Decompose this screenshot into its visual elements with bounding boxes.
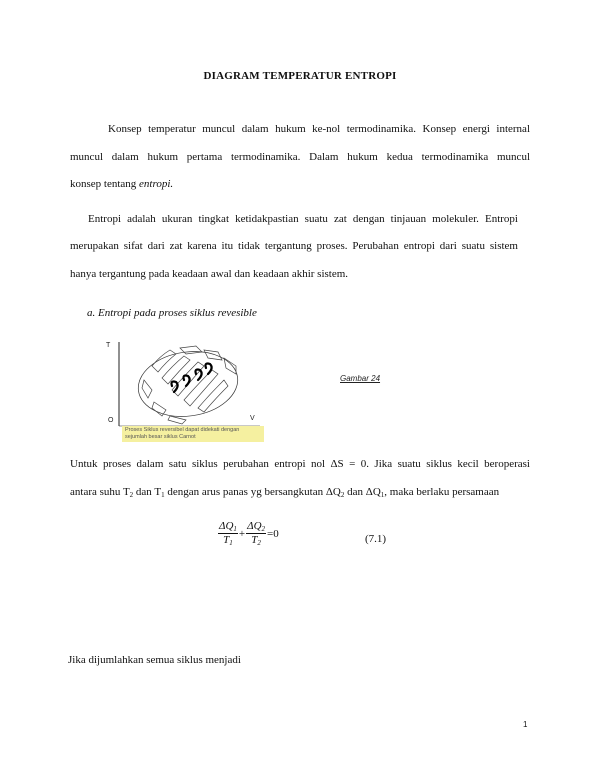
- figure-label: Gambar 24: [340, 374, 381, 383]
- fraction-1-denominator: [218, 534, 238, 547]
- fraction-1: [218, 520, 238, 547]
- subscript: 2: [129, 491, 134, 499]
- paragraph-2-line-2: merupakan sifat dari zat karena itu tidak tergantung proses. Perubahan entropi dari suatu sistem: [70, 240, 518, 252]
- paragraph-1-line-3: [70, 178, 530, 190]
- figure-caption: Proses Siklus reversibel dapat didekati dengan sejumlah besar siklus Carnot: [122, 426, 264, 442]
- fraction-2-denominator: [246, 534, 266, 547]
- subscript: 1: [233, 525, 237, 533]
- axis-label-v: V: [250, 415, 255, 422]
- paragraph-4: Jika dijumlahkan semua siklus menjadi: [68, 654, 241, 666]
- paragraph-2-line-3: hanya tergantung pada keadaan awal dan keadaan akhir sistem.: [70, 268, 349, 280]
- fraction-1-numerator: [218, 520, 238, 534]
- subscript: 2: [257, 539, 261, 547]
- fraction-2-numerator: [246, 520, 266, 534]
- equation-7-1: [218, 520, 280, 547]
- plus-sign: +: [238, 527, 246, 540]
- axis-label-o: O: [108, 417, 114, 424]
- axis-label-t: T: [106, 342, 111, 349]
- temperature: T: [223, 534, 230, 546]
- paragraph-3-line-2: [70, 486, 530, 499]
- temperature: T: [251, 534, 258, 546]
- page-title: DIAGRAM TEMPERATUR ENTROPI: [203, 70, 397, 82]
- equation-number: (7.1): [365, 533, 387, 545]
- paragraph-1-line-2: muncul dalam hukum pertama termodinamika. Dalam hukum kedua termodinamika muncul: [70, 151, 530, 163]
- entropi-term: entropi.: [139, 178, 174, 190]
- fraction-2: [246, 520, 266, 547]
- equals-zero: =0: [267, 527, 279, 540]
- delta-q: ΔQ: [247, 520, 262, 532]
- text-span: dengan arus panas yg bersangkutan ΔQ: [164, 486, 341, 498]
- subscript: 2: [261, 525, 266, 533]
- subscript: 2: [340, 491, 345, 499]
- subscript: 1: [229, 539, 233, 547]
- text-span: dan ΔQ: [344, 486, 381, 498]
- subscript: 1: [380, 491, 385, 499]
- paragraph-2-line-1: Entropi adalah ukuran tingkat ketidakpastian suatu zat dengan tinjauan molekuler. Entropi: [88, 213, 518, 225]
- paragraph-1-line-1: Konsep temperatur muncul dalam hukum ke-nol termodinamika. Konsep energi internal: [108, 123, 530, 135]
- text-span: , maka berlaku persamaan: [384, 486, 500, 498]
- delta-q: ΔQ: [219, 520, 234, 532]
- text-span: dan T: [133, 486, 162, 498]
- paragraph-1-text: konsep tentang: [70, 178, 140, 190]
- text-span: antara suhu T: [70, 486, 130, 498]
- subheading: a. Entropi pada proses siklus revesible: [87, 307, 257, 319]
- paragraph-3-line-1: Untuk proses dalam satu siklus perubahan entropi nol ΔS = 0. Jika suatu siklus kecil beroperasi: [70, 458, 530, 470]
- subscript: 1: [161, 491, 165, 499]
- page-number: 1: [523, 720, 528, 729]
